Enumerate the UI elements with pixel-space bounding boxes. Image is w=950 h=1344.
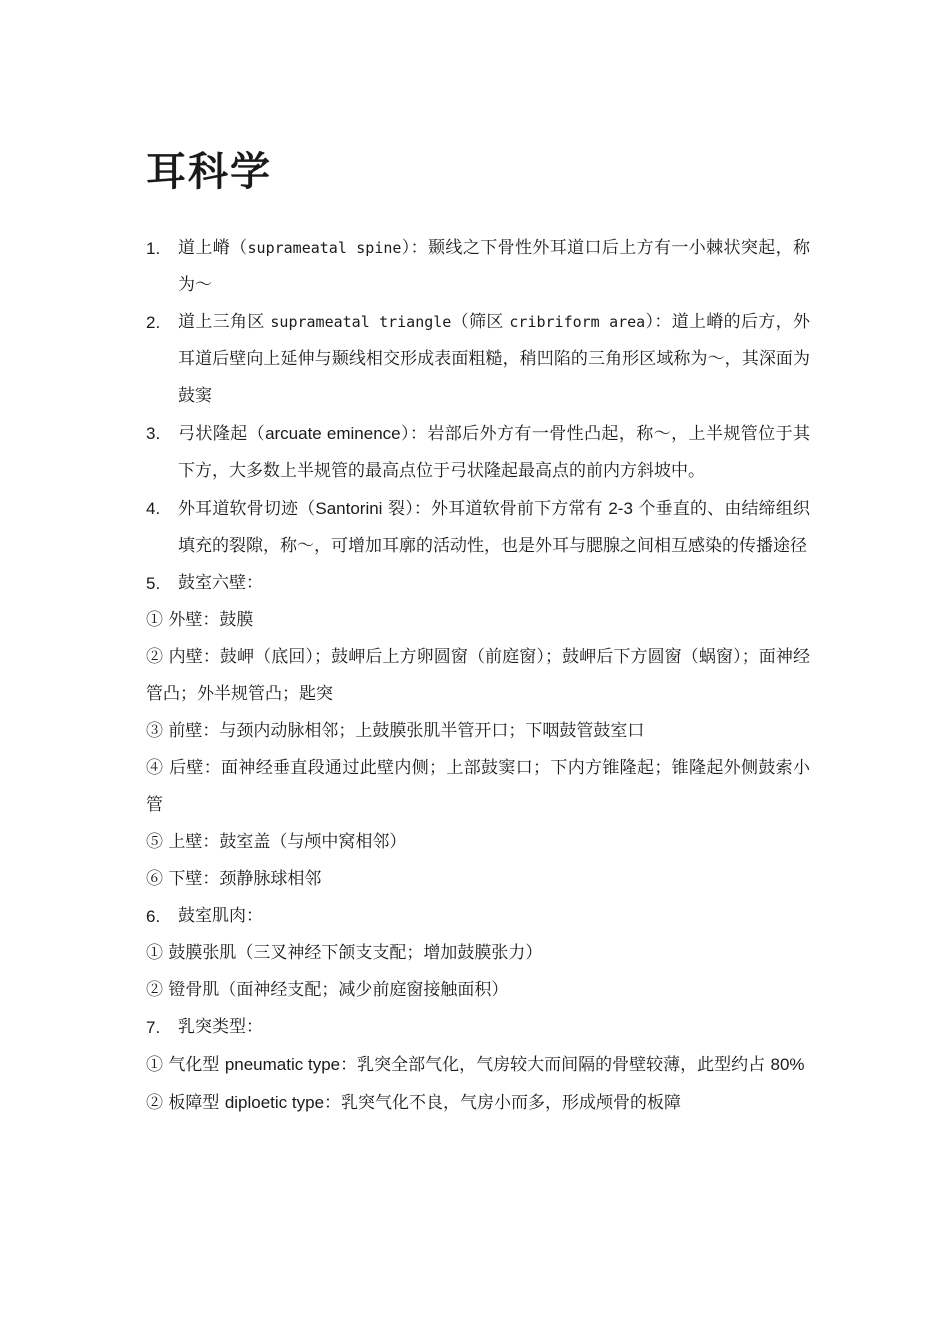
text-segment: ）：道上嵴的后方，外耳道后壁向上延伸与颞线相交形成表面粗糙，稍凹陷的三角形区域称为～，其深面为鼓窦: [178, 312, 811, 406]
list-item-1: [146, 230, 810, 304]
text-segment: ：乳突气化不良，气房小而多，形成颅骨的板障: [324, 1093, 682, 1113]
latin-term: suprameatal spine: [247, 239, 402, 257]
text-segment: 道上嵴（: [178, 238, 248, 258]
muscle-line: ② 镫骨肌（面神经支配；减少前庭窗接触面积）: [146, 980, 509, 1000]
list-item-7: [146, 1009, 810, 1046]
list-item-2: [146, 304, 810, 415]
text-segment: ）：颞线之下骨性外耳道口后上方有一小棘状突起，称为～: [178, 238, 810, 295]
item-number: 3.: [146, 424, 161, 443]
text-segment: 道上三角区: [178, 312, 271, 332]
wall-line: ② 内壁：鼓岬（底回）；鼓岬后上方卵圆窗（前庭窗）；鼓岬后下方圆窗（蜗窗）；面神经管凸；外半规管凸；匙突: [146, 647, 810, 704]
item-number: 2.: [146, 313, 161, 332]
latin-term: suprameatal triangle: [270, 313, 452, 331]
wall-line: ③ 前壁：与颈内动脉相邻；上鼓膜张肌半管开口；下咽鼓管鼓室口: [146, 721, 645, 741]
list-item-4: [146, 490, 810, 565]
text-segment: 个垂直的、由结缔组织填充的裂隙，称～，可增加耳廓的活动性，也是外耳与腮腺之间相互感染的传播途径: [178, 499, 811, 556]
latin-term: pneumatic type: [224, 1055, 341, 1074]
list-item-3: [146, 415, 810, 490]
text-segment: （筛区: [451, 312, 510, 332]
latin-term: Santorini: [315, 499, 383, 518]
item-text: 鼓室肌肉：: [178, 906, 263, 926]
muscle-line: ① 鼓膜张肌（三叉神经下颌支支配；增加鼓膜张力）: [146, 943, 543, 963]
text-segment: ① 气化型: [146, 1055, 225, 1075]
item-text: 鼓室六壁：: [178, 573, 263, 593]
wall-line: ⑥ 下壁：颈静脉球相邻: [146, 869, 322, 889]
text-segment: 外耳道软骨切迹（: [178, 499, 316, 519]
item-text: 乳突类型：: [178, 1017, 263, 1037]
text-segment: ② 板障型: [146, 1093, 225, 1113]
item-number: 4.: [146, 499, 161, 518]
item-text: [178, 490, 810, 565]
latin-term: arcuate eminence: [265, 424, 401, 443]
item-text: [178, 230, 810, 304]
text-segment: 裂）：外耳道软骨前下方常有: [382, 499, 609, 519]
text-segment: 弓状隆起（: [178, 424, 266, 444]
item-number: 6.: [146, 907, 161, 926]
item-text: [178, 304, 810, 415]
item-number: 1.: [146, 239, 161, 258]
number-range: 2-3: [608, 499, 633, 518]
wall-line: ⑤ 上壁：鼓室盖（与颅中窝相邻）: [146, 832, 407, 852]
text-segment: ：乳突全部气化，气房较大而间隔的骨壁较薄，此型约占: [340, 1055, 771, 1075]
mastoid-line: [146, 1084, 810, 1122]
mastoid-line: [146, 1046, 810, 1084]
text-segment: ）：岩部后外方有一骨性凸起，称～，上半规管位于其下方，大多数上半规管的最高点位于弓状隆起最高点的前内方斜坡中。: [178, 424, 811, 481]
item-text: [178, 415, 810, 490]
page-title: 耳科学: [146, 149, 272, 195]
wall-line: ① 外壁：鼓膜: [146, 610, 254, 630]
latin-term: cribriform area: [509, 313, 646, 331]
item-number: 5.: [146, 574, 161, 593]
list-item-5: [146, 565, 810, 602]
percentage: 80%: [770, 1055, 805, 1074]
list-item-6: [146, 898, 810, 935]
wall-line: ④ 后壁：面神经垂直段通过此壁内侧；上部鼓窦口；下内方锥隆起；锥隆起外侧鼓索小管: [146, 758, 810, 815]
latin-term: diploetic type: [224, 1093, 325, 1112]
item-number: 7.: [146, 1018, 161, 1037]
document-body: [146, 230, 810, 1122]
